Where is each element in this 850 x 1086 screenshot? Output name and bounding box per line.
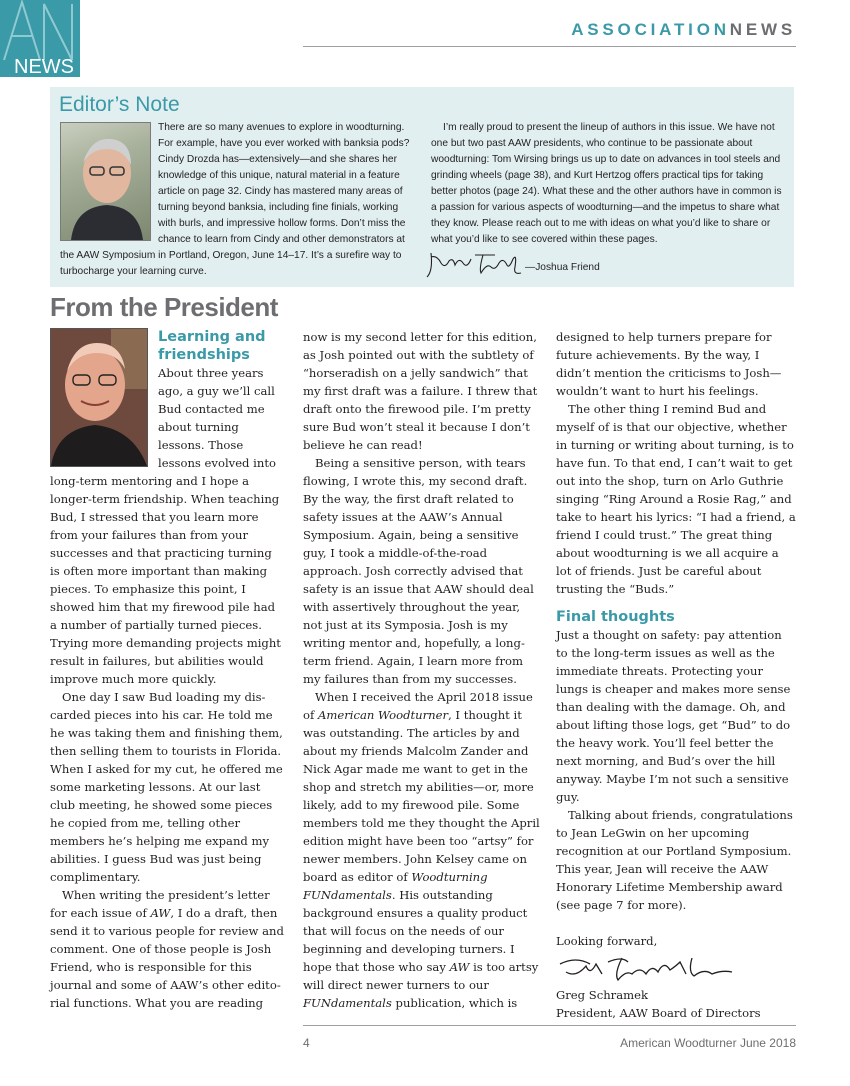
president-role: President, AAW Board of Directors [556,1006,761,1020]
editors-note-paragraph-1: There are so many avenues to explore in woodturning. For example, have you ever worked with banksia pods? Cindy Drozda has—extensively—and she shares her knowledge of this unique, natural material in a feature article on page 32. Cindy has mastered many areas of turning beyond banksia, including fine finials, working with burls, and impressive hollow forms. Don’t miss the chance to learn from Cindy and other demonstrators at the AAW Symposium in Portland, Oregon, June 14–17. It’s a surefire way to turbocharge your learning curve. [60,122,410,277]
section-header-association: ASSOCIATION [571,20,730,39]
president-signature [556,952,736,986]
president-section-title: From the President [50,292,278,322]
subhead-final-thoughts: Final thoughts [556,609,675,625]
p5-p5d: is too artsy will direct newer turners to our [303,960,539,992]
p3-text-b: , I do a draft, then send it to various people for review and comment. One of those people is Josh Friend, who is responsible for this journal and some of AAW’s other editorial functions. What you are reading [50,906,284,1010]
page-number: 4 [303,1036,310,1050]
editor-signature [425,247,525,283]
editors-note-title: Editor’s Note [59,93,180,116]
editors-note-box [50,87,794,287]
section-header-news: NEWS [729,20,796,39]
p5-p5e: publication, which is [391,996,518,1010]
closing-line: Looking forward, [556,934,658,948]
president-paragraph-1: About three years ago, a guy we’ll call Bud contacted me about turning lessons. Those lessons evolved into long-term mentoring and I hope a longer-term friendship. When teaching Bud, I stressed that you learn more from your failures than from your successes and that practicing turning is often more important than making pieces. To emphasize this point, I showed him that my firewood pile had a number of partially turned pieces. Trying more demanding projects might result in failures, but abilities would improve much more quickly. [50,366,281,686]
president-portrait-graphic [51,329,147,466]
footer-divider [303,1025,796,1026]
p5-p5b: , I thought it was outstanding. The articles by and about my friends Malcolm Zander and Nick Agar made me want to get in the shop and stretch my abilities—or, more likely, add to my firewood pile. Some members told me they thought the April edition might have been too “artsy” for newer members. John Kelsey came on board as editor of [303,708,540,884]
p5-p5a: When I received the April 2018 issue of [303,690,533,722]
editors-note-column-1 [60,120,418,280]
president-column-3 [556,328,796,1022]
president-name: Greg Schramek [556,988,649,1002]
subhead-learning-and-friendships: Learning and friendships [158,329,266,363]
section-header [571,20,796,40]
editors-note-paragraph-2: I’m really proud to present the lineup of authors in this issue. We have not one but two past AAW presidents, who continue to be passionate about woodturning: Tom Wirsing brings us up to date on advances in tool steels and grinding wheels (page 38), and Kurt Hertzog offers practical tips for taking better photos (page 24). What these and the other authors have in common is a passion for various aspects of woodturning—and the impetus to share what they know. Please reach out to me with ideas on what you’d like to share or what you’d like to see covered within these pages. [431,122,782,245]
photo-spacer [60,120,158,244]
president-paragraph-8: Talking about friends, congratulations to Jean LeGwin on her upcoming recognition at our Portland Symposium. This year, Jean will receive the AAW Honorary Lifetime Membership award (see page 7 for more). [556,808,793,912]
p5-p5-em4: FUNdamentals [303,996,392,1010]
editors-note-column-2 [431,120,783,248]
president-paragraph-2: One day I saw Bud loading my discarded pieces into his car. He told me he was taking them and finishing them, then selling them to tourists in Florida. When I asked for my cut, he offered me some marketing lessons. At our last club meeting, he showed some pieces he copied from me, telling other members he’s helping me expand my abilities. I guess Bud was just being complimentary. [50,690,283,884]
president-paragraph-6: The other thing I remind Bud and myself of is that our objective, whether in turning or writing about turning, is to have fun. To that end, I can’t wait to get out into the shop, turn on Arlo Guthrie singing “Ring Around a Rosie Rag,” and take to heart his lyrics: “I had a friend, a friend I could trust.” The great thing about woodturning is we all acquire a lot of friends. Just be careful about trusting the “Buds.” [556,402,796,596]
president-paragraph-3a [50,886,284,1012]
president-paragraph-3-continued: now is my second letter for this edition, as Josh pointed out with the subtlety of “horseradish on a jelly sandwich” that my first draft was a failure. I threw that draft onto the firewood pile. I’m pretty sure Bud won’t steal it because I don’t believe he can read! [303,330,538,452]
president-column-1 [50,328,284,1012]
logo-text: NEWS [14,56,74,77]
publication-footer: American Woodturner June 2018 [620,1036,796,1050]
p5-p5-em3: AW [449,960,470,974]
p5-p5c: . His outstanding background ensures a quality product that will focus on the needs of our beginning and developing turners. I hope that those who say [303,888,528,974]
p5-p5-em2: Woodturning FUNdamentals [303,870,488,902]
association-news-logo [0,0,80,77]
p3-text-a: When writing the president’s letter for each issue of [50,888,270,920]
p3-em: AW [150,906,171,920]
editor-signoff: —Joshua Friend [525,262,600,273]
president-paragraph-4: Being a sensitive person, with tears flowing, I wrote this, my second draft. By the way, the first draft related to safety issues at the AAW’s Annual Symposium. Again, being a sensitive guy, I took a middle-of-the-road approach. Josh correctly advised that safety is an issue that AAW should deal with assertively throughout the year, not just at its Symposia. Josh is my writing mentor and, hopefully, a longterm friend. Again, I learn more from my failures than from my successes. [303,456,534,686]
header-divider [303,46,796,47]
president-paragraph-7: Just a thought on safety: pay attention to the long-term issues as well as the immediate threats. Protecting your lungs is cheaper and makes more sense than dealing with the damage. Oh, and about lifting those logs, get “Bud” to do the heavy work. You’ll feel better the next morning, and Bud’s over the hill anyway. Maybe I’m not such a sensitive guy. [556,628,791,804]
president-paragraph-5-continued: designed to help turners prepare for future achievements. By the way, I didn’t mention the criticisms to Josh—wouldn’t want to hurt his feelings. [556,330,782,398]
president-paragraph-5 [303,688,540,1012]
president-photo [50,328,148,467]
president-column-2 [303,328,540,1012]
p5-p5-em1: American Woodturner [317,708,449,722]
